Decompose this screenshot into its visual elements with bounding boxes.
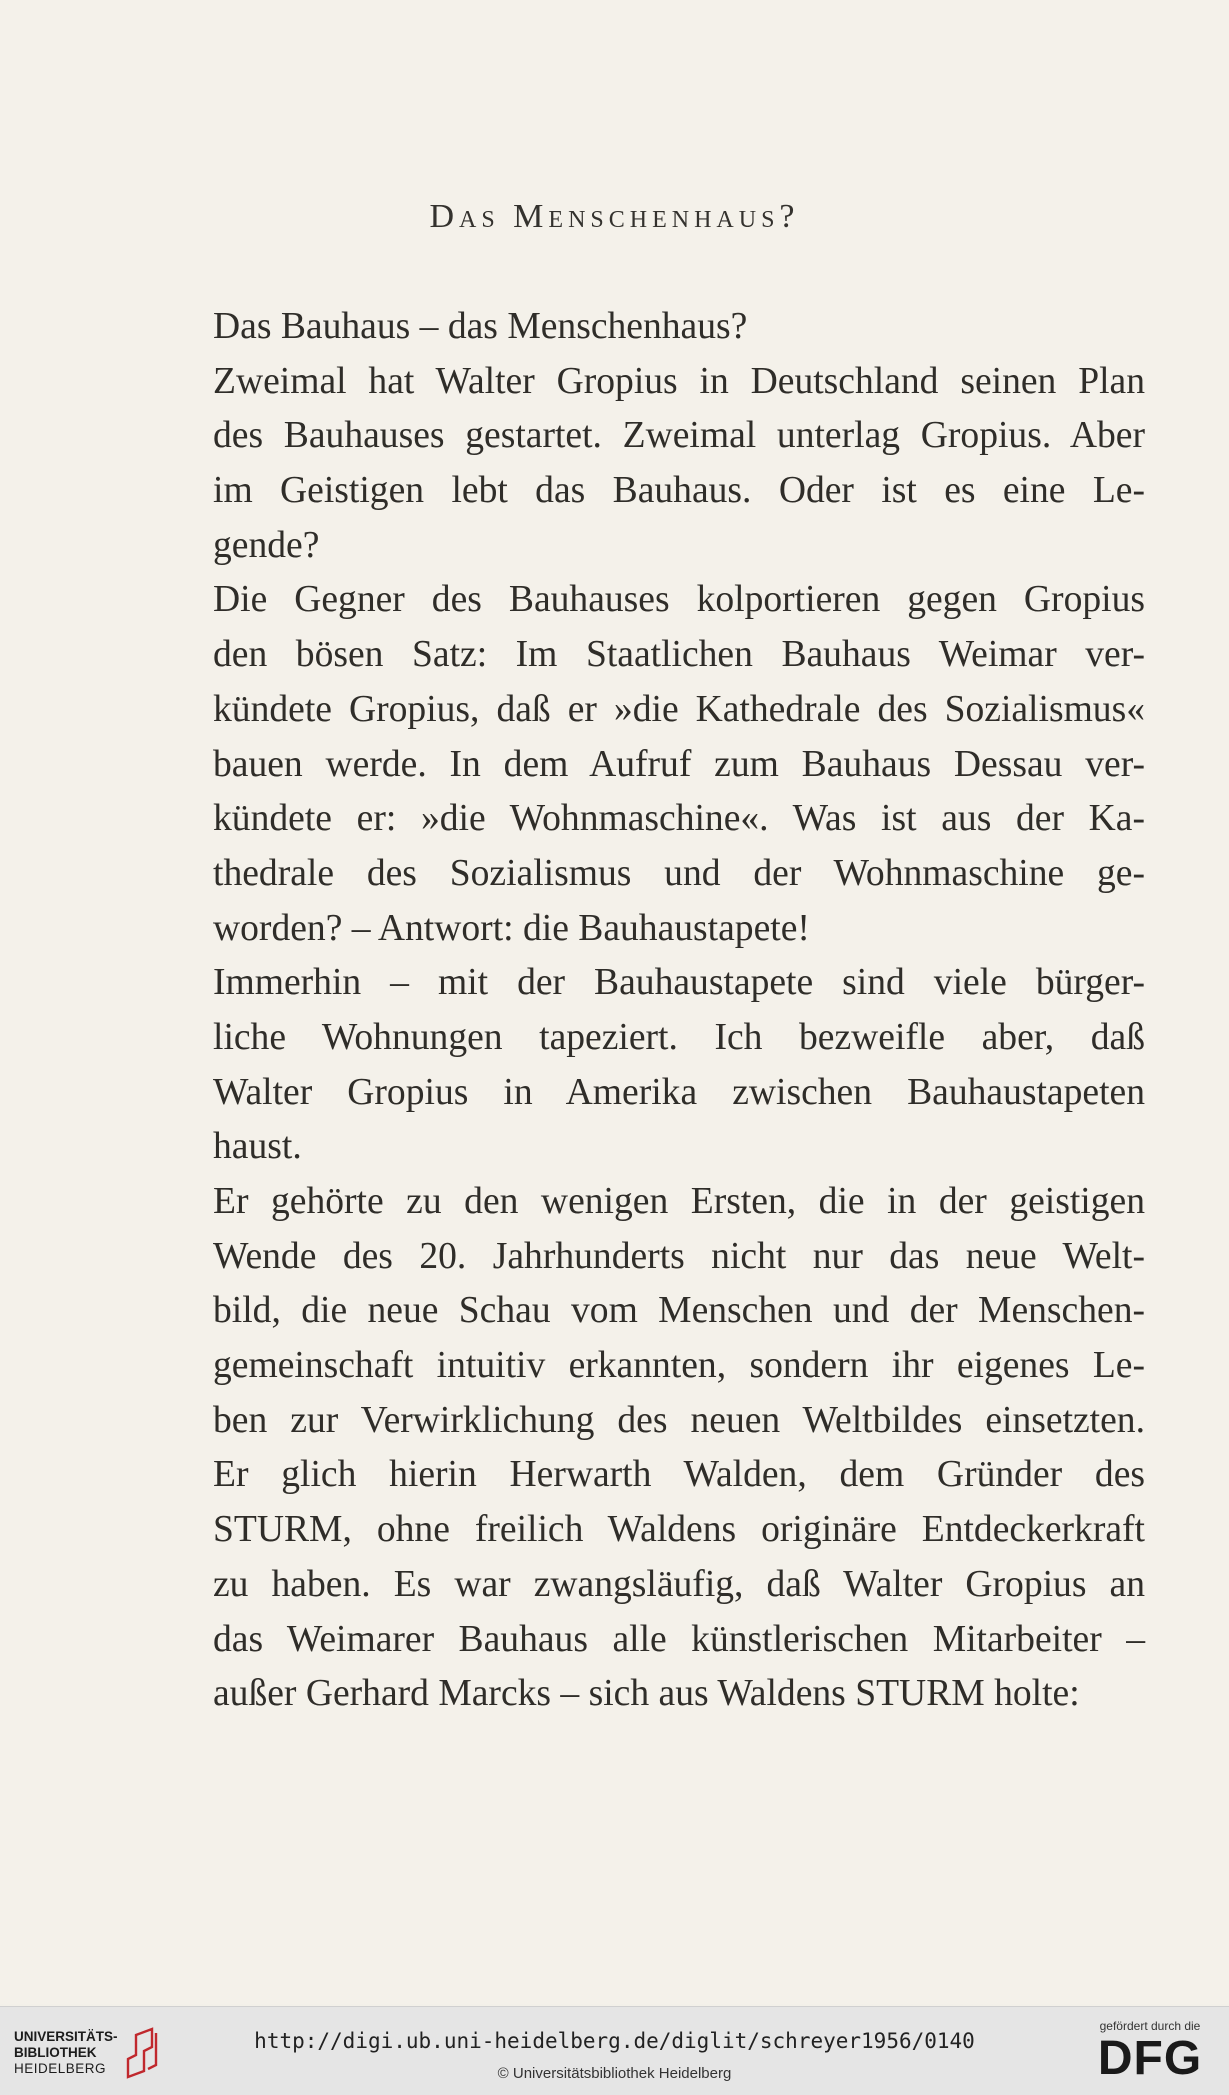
viewer-footer (0, 2006, 1229, 2095)
body-text (213, 300, 1145, 1722)
library-name-line3: HEIDELBERG (14, 2061, 107, 2076)
copyright-notice: © Universitätsbibliothek Heidelberg (497, 2065, 732, 2082)
dfg-logo-text: DFG (1097, 2032, 1203, 2085)
text-line: ben zur Verwirklichung des neuen Weltbildes einsetzten. (213, 1399, 1145, 1441)
text-line: kündete Gropius, daß er »die Kathedrale des Sozialismus« (213, 688, 1145, 730)
text-line: Er gehörte zu den wenigen Ersten, die in der geistigen (213, 1181, 1145, 1222)
text-line: Wende des 20. Jahrhunderts nicht nur das neue Welt- (213, 1235, 1145, 1277)
text-line: im Geistigen lebt das Bauhaus. Oder ist es eine Le- (213, 470, 1145, 512)
text-line: bild, die neue Schau vom Menschen und der Menschen- (213, 1290, 1145, 1332)
text-line: Walter Gropius in Amerika zwischen Bauhaustapeten (213, 1071, 1145, 1113)
text-line: zu haben. Es war zwangsläufig, daß Walter Gropius an (213, 1563, 1145, 1605)
text-line: außer Gerhard Marcks – sich aus Waldens STURM holte: (213, 1673, 1080, 1715)
text-line: STURM, ohne freilich Waldens originäre Entdeckerkraft (213, 1509, 1145, 1551)
text-line: thedrale des Sozialismus und der Wohnmaschine ge- (213, 852, 1145, 894)
text-line: gende? (213, 524, 320, 566)
chapter-heading: Das Menschenhaus? (429, 198, 800, 235)
library-name-line1: UNIVERSITÄTS- (14, 2029, 118, 2044)
library-name-line2: BIBLIOTHEK (14, 2045, 97, 2060)
text-line: Zweimal hat Walter Gropius in Deutschland seinen Plan (213, 360, 1145, 402)
text-line: bauen werde. In dem Aufruf zum Bauhaus Dessau ver- (213, 743, 1145, 785)
text-line: den bösen Satz: Im Staatlichen Bauhaus Weimar ver- (213, 634, 1145, 676)
text-line: Er glich hierin Herwarth Walden, dem Gründer des (213, 1454, 1145, 1496)
text-line: Das Bauhaus – das Menschenhaus? (213, 306, 748, 347)
text-line: worden? – Antwort: die Bauhaustapete! (213, 907, 810, 949)
text-line: das Weimarer Bauhaus alle künstlerischen Mitarbeiter – (213, 1618, 1145, 1660)
funding-caption: gefördert durch die (1099, 2019, 1201, 2033)
permalink-url[interactable]: http://digi.ub.uni-heidelberg.de/diglit/schreyer1956/0140 (254, 2029, 975, 2053)
text-line: kündete er: »die Wohnmaschine«. Was ist aus der Ka- (213, 798, 1145, 840)
text-line: gemeinschaft intuitiv erkannten, sondern ihr eigenes Le- (213, 1345, 1145, 1387)
text-line: Die Gegner des Bauhauses kolportieren gegen Gropius (213, 579, 1145, 621)
text-line: des Bauhauses gestartet. Zweimal unterlag Gropius. Aber (213, 415, 1145, 457)
text-line: haust. (213, 1126, 302, 1168)
dfg-funding-logo[interactable] (1089, 2019, 1211, 2085)
text-line: Immerhin – mit der Bauhaustapete sind viele bürger- (213, 962, 1145, 1004)
text-line: liche Wohnungen tapeziert. Ich bezweifle aber, daß (213, 1016, 1145, 1058)
